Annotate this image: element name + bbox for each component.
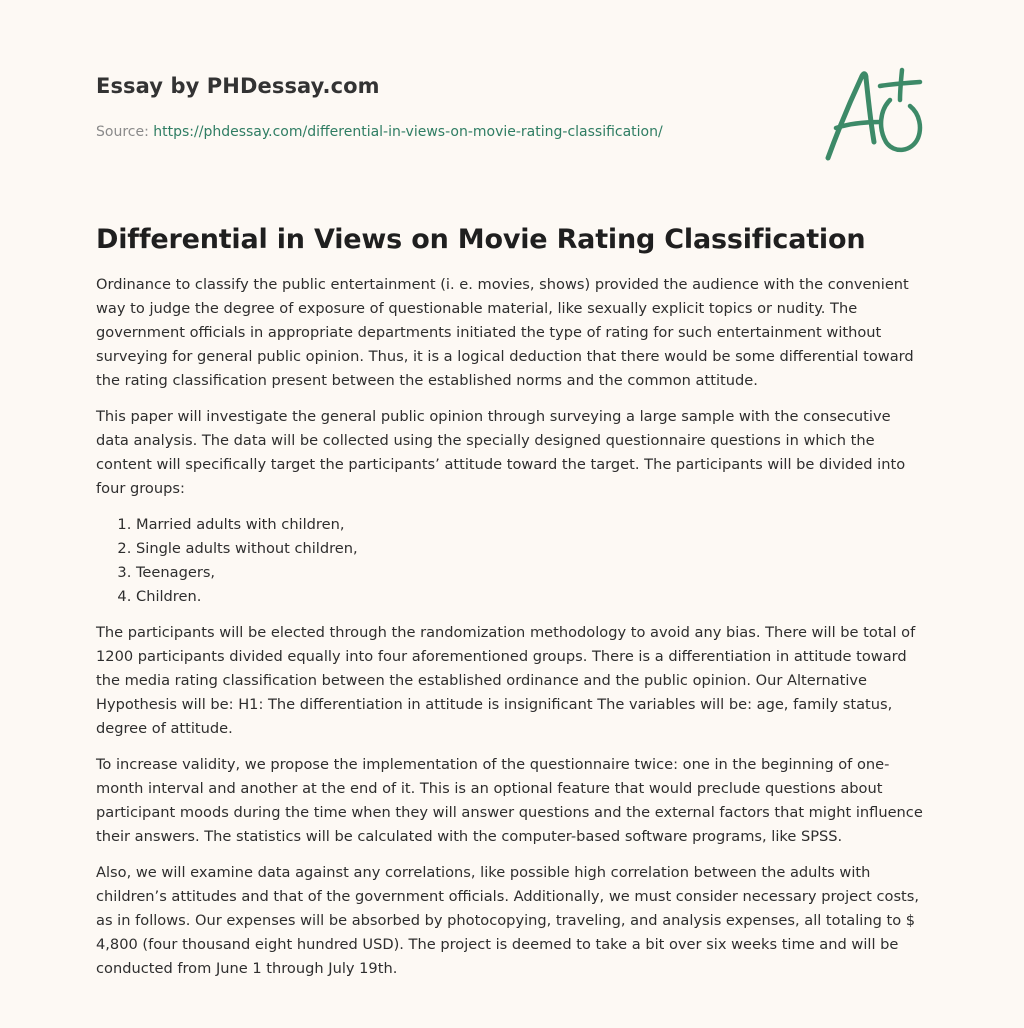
group-list [96,513,928,609]
paragraph: Ordinance to classify the public entertainment (i. e. movies, shows) provided the audience with the convenient way to judge the degree of exposure of questionable material, like sexually explicit topics or nudity. The government officials in appropriate departments initiated the type of rating for such entertainment without surveying for general public opinion. Thus, it is a logical deduction that there would be some differential toward the rating classification present between the established norms and the common attitude. [96,276,914,389]
paragraph: To increase validity, we propose the implementation of the questionnaire twice: one in the beginning of one-month interval and another at the end of it. This is an optional feature that would preclude questions about participant moods during the time when they will answer questions and the external factors that might influence their answers. The statistics will be calculated with the computer-based software programs, like SPSS. [96,756,923,845]
site-title: Essay by PHDessay.com [96,74,380,98]
source-link[interactable]: https://phdessay.com/differential-in-views-on-movie-rating-classification/ [153,124,663,140]
paragraph: Also, we will examine data against any correlations, like possible high correlation between the adults with children’s attitudes and that of the government officials. Additionally, we must consider necessary project costs, as in follows. Our expenses will be absorbed by photocopying, traveling, and analysis expenses, all totaling to $ 4,800 (four thousand eight hundred USD). The project is deemed to take a bit over six weeks time and will be conducted from June 1 through July 19th. [96,864,920,977]
source-line [96,124,816,140]
list-item: 4. Children. [136,585,928,609]
a-plus-logo-icon [822,66,930,166]
paragraph: This paper will investigate the general public opinion through surveying a large sample with the consecutive data analysis. The data will be collected using the specially designed questionnaire questions in which the content will specifically target the participants’ attitude toward the target. The participants will be divided into four groups: [96,408,906,497]
list-item: 3. Teenagers, [136,561,928,585]
article-title: Differential in Views on Movie Rating Classification [96,224,866,255]
paragraph: The participants will be elected through the randomization methodology to avoid any bias. There will be total of 1200 participants divided equally into four aforementioned groups. There is a differentiation in attitude toward the media rating classification between the established ordinance and the public opinion. Our Alternative Hypothesis will be: H1: The differentiation in attitude is insignificant The variables will be: age, family status, degree of attitude. [96,624,916,737]
page-header [96,74,816,140]
article [96,224,928,993]
list-item: 2. Single adults without children, [136,537,928,561]
source-label: Source: [96,124,154,140]
list-item: 1. Married adults with children, [136,513,928,537]
